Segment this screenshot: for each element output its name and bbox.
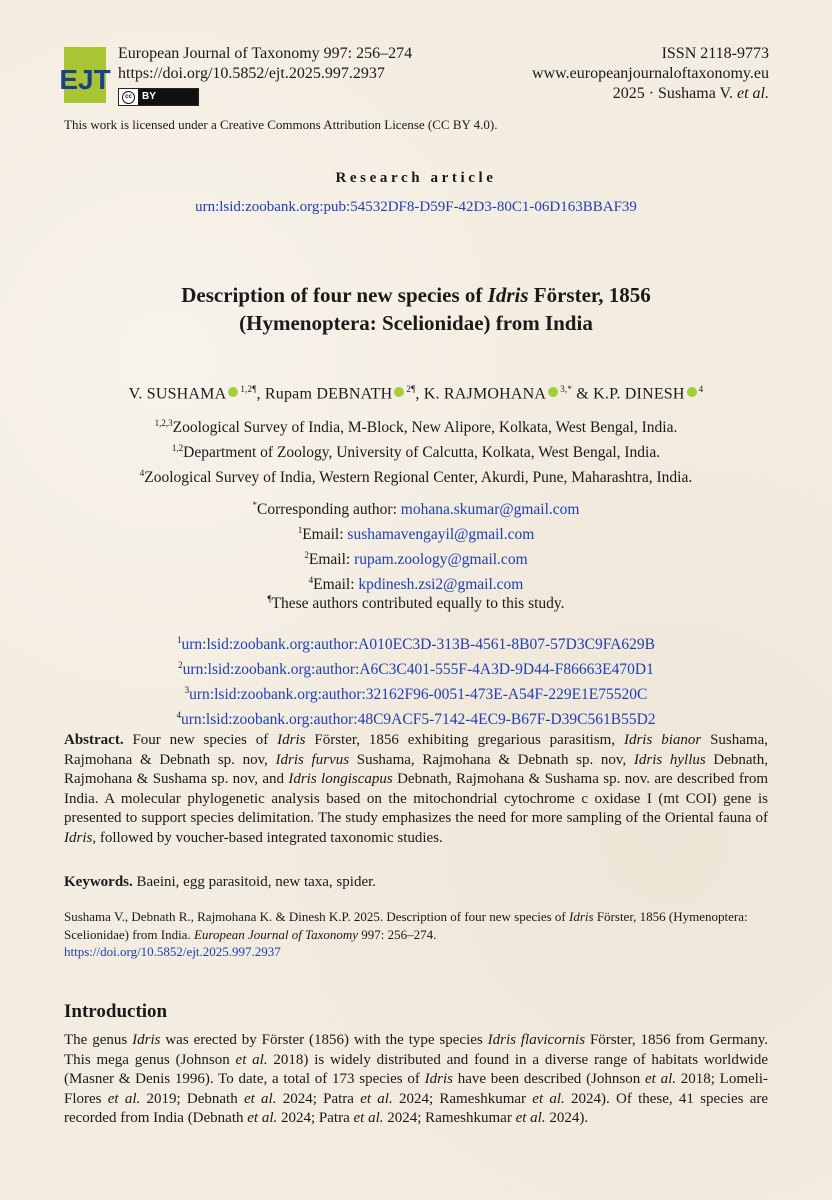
author: Rupam DEBNATH	[264, 385, 393, 403]
header-left	[118, 44, 412, 106]
abstract: Abstract. Four new species of Idris Förster, 1856 exhibiting gregarious parasitism, Idris bianor Sushama, Rajmohana & Debnath sp. nov, Idris furvus Sushama, Rajmohana & Debnath sp. nov, Idris hyllus Debnath, Rajmohana & Sushama sp. nov, and Idris longiscapus Debnath, Rajmohana & Sushama sp. nov. are described from India. A molecular phylogenetic analysis based on the mitochondrial cytochrome c oxidase I (mt COI) gene is presented to support species delimitation. The study emphasizes the need for more sampling of the Oriental fauna of Idris, followed by voucher-based integrated taxonomic studies.	[64, 732, 768, 846]
header-right	[532, 44, 769, 104]
license-notice: This work is licensed under a Creative Commons Attribution License (CC BY 4.0).	[64, 117, 498, 132]
orcid-icon[interactable]	[228, 387, 238, 397]
keywords: Keywords. Baeini, egg parasitoid, new taxa, spider.	[64, 874, 377, 890]
author-list: V. SUSHAMA $^{1,2\P}$, Rupam DEBNATH $^{2\P}$, K. RAJMOHANA $^{3,*}$ & K.P. DINESH $^4$	[128, 384, 704, 403]
author: V. SUSHAMA	[128, 385, 227, 403]
orcid-icon[interactable]	[548, 387, 558, 397]
author-urn-link[interactable]: urn:lsid:zoobank.org:author:A6C3C401-555F-4A3D-9D44-F86663E470D1	[182, 661, 654, 679]
email-link[interactable]: mohana.skumar@gmail.com	[400, 501, 580, 519]
journal-website[interactable]: www.europeanjournaloftaxonomy.eu	[532, 65, 769, 82]
author-urn-link[interactable]: urn:lsid:zoobank.org:author:48C9ACF5-7142-4EC9-B67F-D39C561B55D2	[180, 711, 656, 729]
email-link[interactable]: kpdinesh.zsi2@gmail.com	[358, 576, 524, 594]
issn: ISSN 2118-9773	[661, 45, 769, 62]
how-to-cite: Sushama V., Debnath R., Rajmohana K. & Dinesh K.P. 2025. Description of four new species of Idris Förster, 1856 (Hymenoptera: Scelionidae) from India. European Journal of Taxonomy 997: 256–274. https://doi.org/10.5852/ejt.2025.997.2937	[64, 909, 748, 959]
author-urn-link[interactable]: urn:lsid:zoobank.org:author:32162F96-0051-473E-A54F-229E1E75520C	[189, 686, 648, 704]
cc-by-badge[interactable]	[118, 88, 199, 106]
orcid-icon[interactable]	[394, 387, 404, 397]
author: K. RAJMOHANA	[423, 385, 547, 403]
affiliation: $^{1,2,3}$Zoological Survey of India, M-Block, New Alipore, Kolkata, West Bengal, India.	[154, 418, 678, 437]
affiliations	[0, 413, 832, 488]
cc-by-label: BY	[138, 89, 198, 105]
author: K.P. DINESH	[593, 385, 685, 403]
cc-icon: cc	[122, 91, 135, 104]
urn-pub-link[interactable]: urn:lsid:zoobank.org:pub:54532DF8-D59F-42D3-80C1-06D163BBAF39	[195, 199, 637, 215]
orcid-icon[interactable]	[687, 387, 697, 397]
journal-logo	[59, 47, 111, 103]
email-link[interactable]: rupam.zoology@gmail.com	[354, 551, 528, 569]
article-type: Research article	[335, 170, 497, 186]
email-list: *Corresponding author: mohana.skumar@gmail.com $^1$Email: sushamavengayil@gmail.com $^2$Email: rupam.zoology@gmail.com $^4$Email: kpdinesh.zsi2@gmail.com	[252, 500, 580, 594]
article-title: Description of four new species of Idris Förster, 1856 (Hymenoptera: Scelionidae) from India	[181, 283, 651, 335]
doi-link[interactable]: https://doi.org/10.5852/ejt.2025.997.2937	[118, 65, 385, 82]
equal-contribution-note: ¶These authors contributed equally to this study.	[267, 594, 565, 613]
journal-citation: European Journal of Taxonomy 997: 256–274	[118, 45, 413, 62]
logo-text: EJT	[59, 64, 111, 95]
introduction-paragraph: The genus Idris was erected by Förster (1856) with the type species Idris flavicornis Förster, 1856 from Germany. This mega genus (Johnson et al. 2018) is widely distributed and found in a diverse range of habitats worldwide (Masner & Denis 1996). To date, a total of 173 species of Idris have been described (Johnson et al. 2018; Lomeli-Flores et al. 2019; Debnath et al. 2024; Patra et al. 2024; Rameshkumar et al. 2024). Of these, 41 species are recorded from India (Debnath et al. 2024; Patra et al. 2024; Rameshkumar et al. 2024).	[64, 1032, 769, 1127]
affiliation: $^{1,2}$Department of Zoology, University of Calcutta, Kolkata, West Bengal, India.	[171, 443, 661, 462]
year-authors: 2025 · Sushama V. et al.	[612, 85, 769, 102]
author-urn-list: $^1$urn:lsid:zoobank.org:author:A010EC3D-313B-4561-8B07-57D3C9FA629B $^2$urn:lsid:zoobank.org:author:A6C3C401-555F-4A3D-9D44-F86663E470D1 $^3$urn:lsid:zoobank.org:author:32162F96-0051-473E-A54F-229E1E75520C $^4$urn:lsid:zoobank.org:author:48C9ACF5-7142-4EC9-B67F-D39C561B55D2	[176, 635, 656, 729]
section-heading-introduction: Introduction	[64, 1001, 168, 1022]
affiliation: $^4$Zoological Survey of India, Western Regional Center, Akurdi, Pune, Maharashtra, India.	[139, 468, 693, 487]
email-link[interactable]: sushamavengayil@gmail.com	[347, 526, 535, 544]
citation-doi-link[interactable]: https://doi.org/10.5852/ejt.2025.997.2937	[64, 944, 281, 959]
author-urn-link[interactable]: urn:lsid:zoobank.org:author:A010EC3D-313B-4561-8B07-57D3C9FA629B	[181, 636, 655, 654]
